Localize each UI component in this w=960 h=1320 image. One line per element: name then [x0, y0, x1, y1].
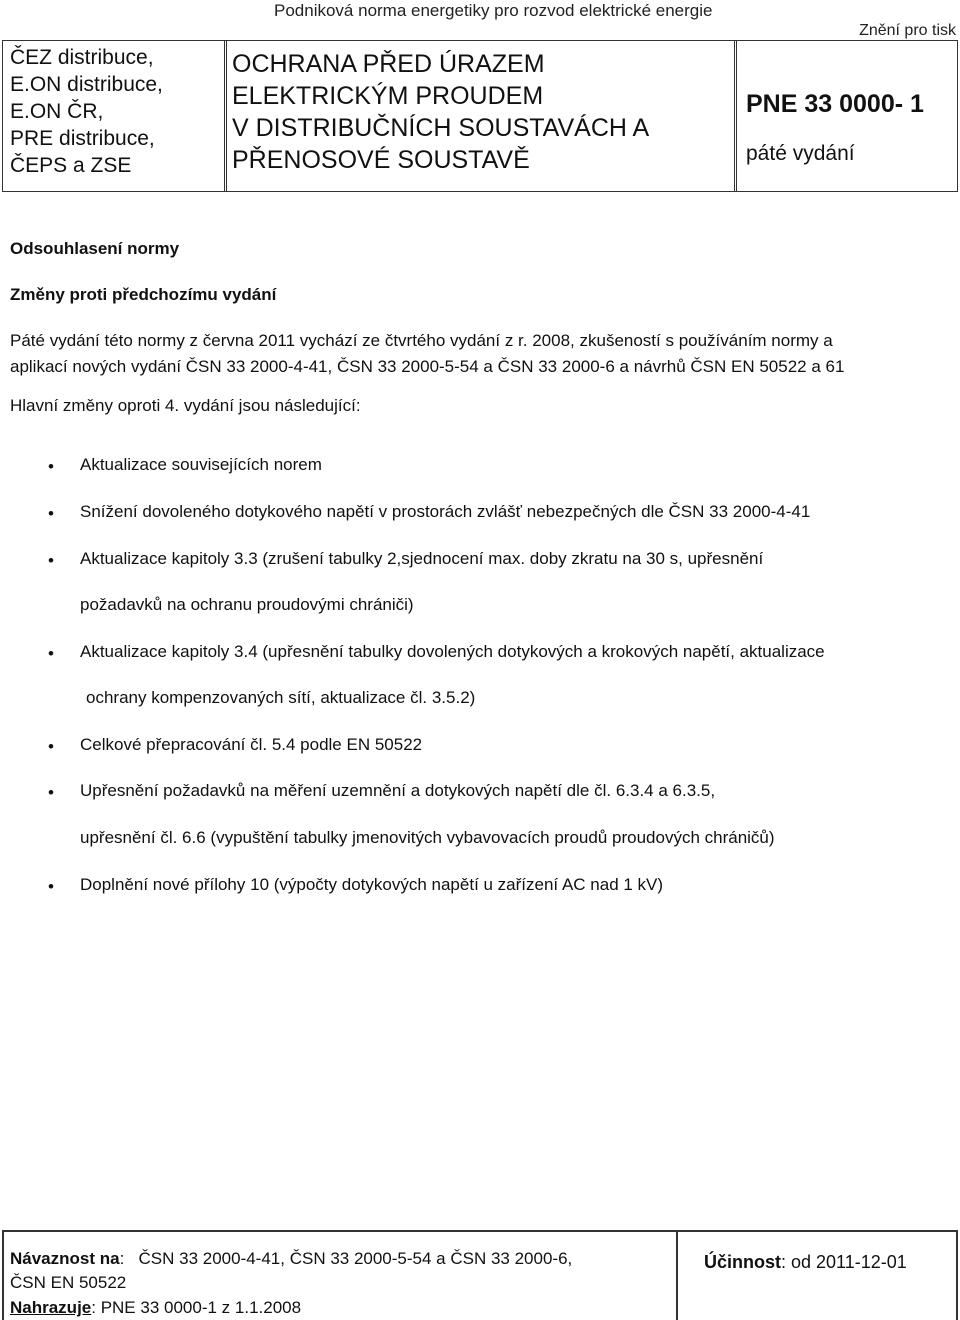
related-standards	[10, 1247, 572, 1295]
changes-intro: Hlavní změny oproti 4. vydání jsou následující:	[10, 396, 361, 415]
footer-divider	[2, 1230, 958, 1232]
list-item-continuation: požadavků na ochranu proudovými chrániči)	[80, 595, 414, 614]
bullet-icon: •	[48, 877, 54, 896]
related-value: ČSN 33 2000-4-41, ČSN 33 2000-5-54 a ČSN 33 2000-6,	[138, 1249, 573, 1268]
related-value: ČSN EN 50522	[10, 1273, 127, 1292]
replaces	[10, 1298, 301, 1318]
organization-name: E.ON ČR,	[10, 100, 104, 123]
list-item: Aktualizace kapitoly 3.4 (upřesnění tabulky dovolených dotykových a krokových napětí, aktualizace	[80, 642, 825, 661]
standard-code: PNE 33 0000- 1	[746, 90, 924, 118]
bullet-icon: •	[48, 551, 54, 570]
header-divider	[226, 40, 227, 192]
organization-name: ČEZ distribuce,	[10, 46, 154, 69]
bullet-icon: •	[48, 504, 54, 523]
organizations-list	[10, 44, 163, 179]
heading-approval: Odsouhlasení normy	[10, 239, 180, 258]
list-item: Aktualizace kapitoly 3.3 (zrušení tabulky 2,sjednocení max. doby zkratu na 30 s, upřesnění	[80, 549, 764, 568]
organization-name: E.ON distribuce,	[10, 73, 163, 96]
organization-name: PRE distribuce,	[10, 127, 155, 150]
replaces-value: : PNE 33 0000-1 z 1.1.2008	[91, 1298, 302, 1317]
effective-date	[704, 1252, 907, 1273]
document-caption: Podniková norma energetiky pro rozvod elektrické energie	[274, 1, 713, 20]
organization-name: ČEPS a ZSE	[10, 154, 132, 177]
list-item-continuation: ochrany kompenzovaných sítí, aktualizace čl. 3.5.2)	[86, 688, 476, 707]
footer-divider	[676, 1230, 678, 1320]
bullet-icon: •	[48, 644, 54, 663]
changes-paragraph	[10, 328, 844, 380]
effective-label: Účinnost	[704, 1252, 782, 1272]
list-item: Upřesnění požadavků na měření uzemnění a dotykových napětí dle čl. 6.3.4 a 6.3.5,	[80, 781, 716, 800]
list-item: Doplnění nové přílohy 10 (výpočty dotykových napětí u zařízení AC nad 1 kV)	[80, 875, 664, 894]
replaces-label: Nahrazuje	[10, 1298, 92, 1317]
footer-border	[2, 1230, 4, 1320]
related-label: Návaznost na	[10, 1249, 120, 1268]
effective-value: : od 2011-12-01	[781, 1252, 907, 1272]
paragraph-line: Páté vydání této normy z června 2011 vychází ze čtvrtého vydání z r. 2008, zkušeností s používáním normy a	[10, 331, 833, 350]
list-item: Aktualizace souvisejících norem	[80, 455, 322, 474]
document-title	[232, 48, 649, 176]
header-divider	[736, 40, 737, 192]
list-item: Celkové přepracování čl. 5.4 podle EN 50522	[80, 735, 423, 754]
bullet-icon: •	[48, 457, 54, 476]
title-line: V DISTRIBUČNÍCH SOUSTAVÁCH A	[232, 114, 650, 142]
title-line: OCHRANA PŘED ÚRAZEM	[232, 50, 545, 78]
bullet-icon: •	[48, 783, 54, 802]
title-line: ELEKTRICKÝM PROUDEM	[232, 82, 544, 110]
list-item: Snížení dovoleného dotykového napětí v prostorách zvlášť nebezpečných dle ČSN 33 2000-4-41	[80, 502, 811, 521]
footer-border	[956, 1230, 958, 1320]
related-separator: :	[119, 1249, 125, 1268]
print-version-label: Znění pro tisk	[859, 22, 956, 39]
header-divider	[224, 40, 225, 192]
bullet-icon: •	[48, 737, 54, 756]
edition-label: páté vydání	[746, 142, 855, 165]
paragraph-line: aplikací nových vydání ČSN 33 2000-4-41, ČSN 33 2000-5-54 a ČSN 33 2000-6 a návrhů ČSN EN 50522 a 61	[10, 357, 845, 376]
title-line: PŘENOSOVÉ SOUSTAVĚ	[232, 146, 530, 174]
heading-changes: Změny proti předchozímu vydání	[10, 285, 277, 304]
list-item-continuation: upřesnění čl. 6.6 (vypuštění tabulky jmenovitých vybavovacích proudů proudových chráničů)	[80, 828, 775, 847]
header-divider	[734, 40, 735, 192]
